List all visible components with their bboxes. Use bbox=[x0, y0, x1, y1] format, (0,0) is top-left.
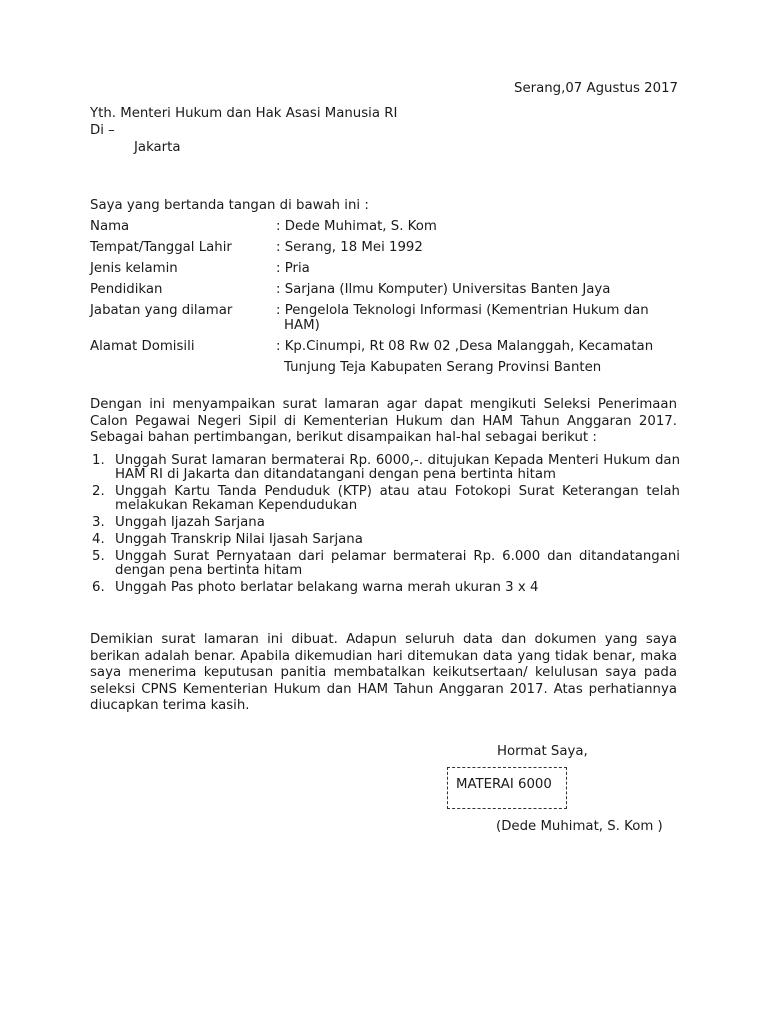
body-paragraph-1: Dengan ini menyampaikan surat lamaran agar dapat mengikuti Seleksi Penerimaan Calon Pegawai Negeri Sipil di Kementerian Hukum dan HAM Tahun Anggaran 2017. Sebagai bahan pertimbangan, berikut disampaikan hal-hal sebagai berikut : bbox=[90, 397, 677, 445]
list-number: 3. bbox=[92, 515, 105, 530]
list-item bbox=[90, 550, 680, 578]
list-text: Unggah Pas photo berlatar belakang warna merah ukuran 3 x 4 bbox=[115, 580, 539, 595]
info-row-name bbox=[90, 219, 671, 234]
info-label: Nama bbox=[90, 219, 130, 234]
info-value: : Serang, 18 Mei 1992 bbox=[276, 240, 423, 255]
list-text: Unggah Ijazah Sarjana bbox=[115, 515, 265, 530]
info-row-education bbox=[90, 276, 671, 297]
requirements-list bbox=[90, 454, 680, 598]
list-number: 6. bbox=[92, 580, 105, 595]
info-value-line: : Kp.Cinumpi, Rt 08 Rw 02 ,Desa Malanggah, Kecamatan bbox=[276, 339, 654, 354]
list-text: Unggah Surat lamaran bermaterai Rp. 6000,-. ditujukan Kepada Menteri Hukum dan HAM RI di Jakarta dan ditandatangani dengan pena bertinta hitam bbox=[115, 453, 680, 482]
info-label: Tempat/Tanggal Lahir bbox=[90, 240, 232, 255]
recipient-block bbox=[90, 105, 397, 156]
info-value: : Dede Muhimat, S. Kom bbox=[276, 219, 437, 234]
info-value-line: HAM) bbox=[284, 318, 320, 333]
info-label: Jenis kelamin bbox=[90, 261, 178, 276]
info-value-line: : Pengelola Teknologi Informasi (Kementrian Hukum dan bbox=[276, 303, 649, 318]
list-number: 5. bbox=[92, 549, 105, 564]
info-row-address bbox=[90, 333, 671, 375]
info-row-birth bbox=[90, 234, 671, 255]
list-item bbox=[90, 516, 680, 530]
recipient-place-prefix: Di – bbox=[90, 123, 115, 138]
list-number: 4. bbox=[92, 532, 105, 547]
info-value-line: Tunjung Teja Kabupaten Serang Provinsi Banten bbox=[284, 360, 602, 375]
list-item bbox=[90, 485, 680, 513]
applicant-info-table bbox=[90, 219, 671, 375]
info-row-gender bbox=[90, 255, 671, 276]
info-label: Alamat Domisili bbox=[90, 339, 195, 354]
letter-date: Serang,07 Agustus 2017 bbox=[514, 81, 679, 96]
intro-line: Saya yang bertanda tangan di bawah ini : bbox=[90, 198, 369, 213]
recipient-line: Yth. Menteri Hukum dan Hak Asasi Manusia RI bbox=[90, 106, 398, 121]
body-paragraph-2: Demikian surat lamaran ini dibuat. Adapun seluruh data dan dokumen yang saya berikan adalah benar. Apabila dikemudian hari ditemukan data yang tidak benar, maka saya menerima keputusan panitia membatalkan keikutsertaan/ kelulusan saya pada seleksi CPNS Kementerian Hukum dan HAM Tahun Anggaran 2017. Atas perhatiannya diucapkan terima kasih. bbox=[90, 632, 677, 713]
signer-name: (Dede Muhimat, S. Kom ) bbox=[496, 819, 663, 834]
stamp-label: MATERAI 6000 bbox=[456, 777, 552, 792]
info-value bbox=[276, 333, 671, 375]
list-number: 1. bbox=[92, 453, 105, 468]
list-text: Unggah Surat Pernyataan dari pelamar bermaterai Rp. 6.000 dan ditandatangani dengan pena bertinta hitam bbox=[115, 549, 680, 578]
list-text: Unggah Kartu Tanda Penduduk (KTP) atau atau Fotokopi Surat Keterangan telah melakukan Rekaman Kependudukan bbox=[115, 484, 680, 513]
list-item bbox=[90, 533, 680, 547]
info-value: : Pria bbox=[276, 261, 310, 276]
list-number: 2. bbox=[92, 484, 105, 499]
info-value bbox=[276, 297, 671, 333]
info-label: Jabatan yang dilamar bbox=[90, 303, 233, 318]
closing-salutation: Hormat Saya, bbox=[497, 744, 588, 759]
info-value: : Sarjana (Ilmu Komputer) Universitas Banten Jaya bbox=[276, 282, 611, 297]
info-row-position bbox=[90, 297, 671, 333]
list-item bbox=[90, 454, 680, 482]
list-item bbox=[90, 581, 680, 595]
info-label: Pendidikan bbox=[90, 282, 163, 297]
list-text: Unggah Transkrip Nilai Ijasah Sarjana bbox=[115, 532, 363, 547]
recipient-city: Jakarta bbox=[134, 140, 181, 155]
materai-stamp-box bbox=[447, 767, 567, 809]
